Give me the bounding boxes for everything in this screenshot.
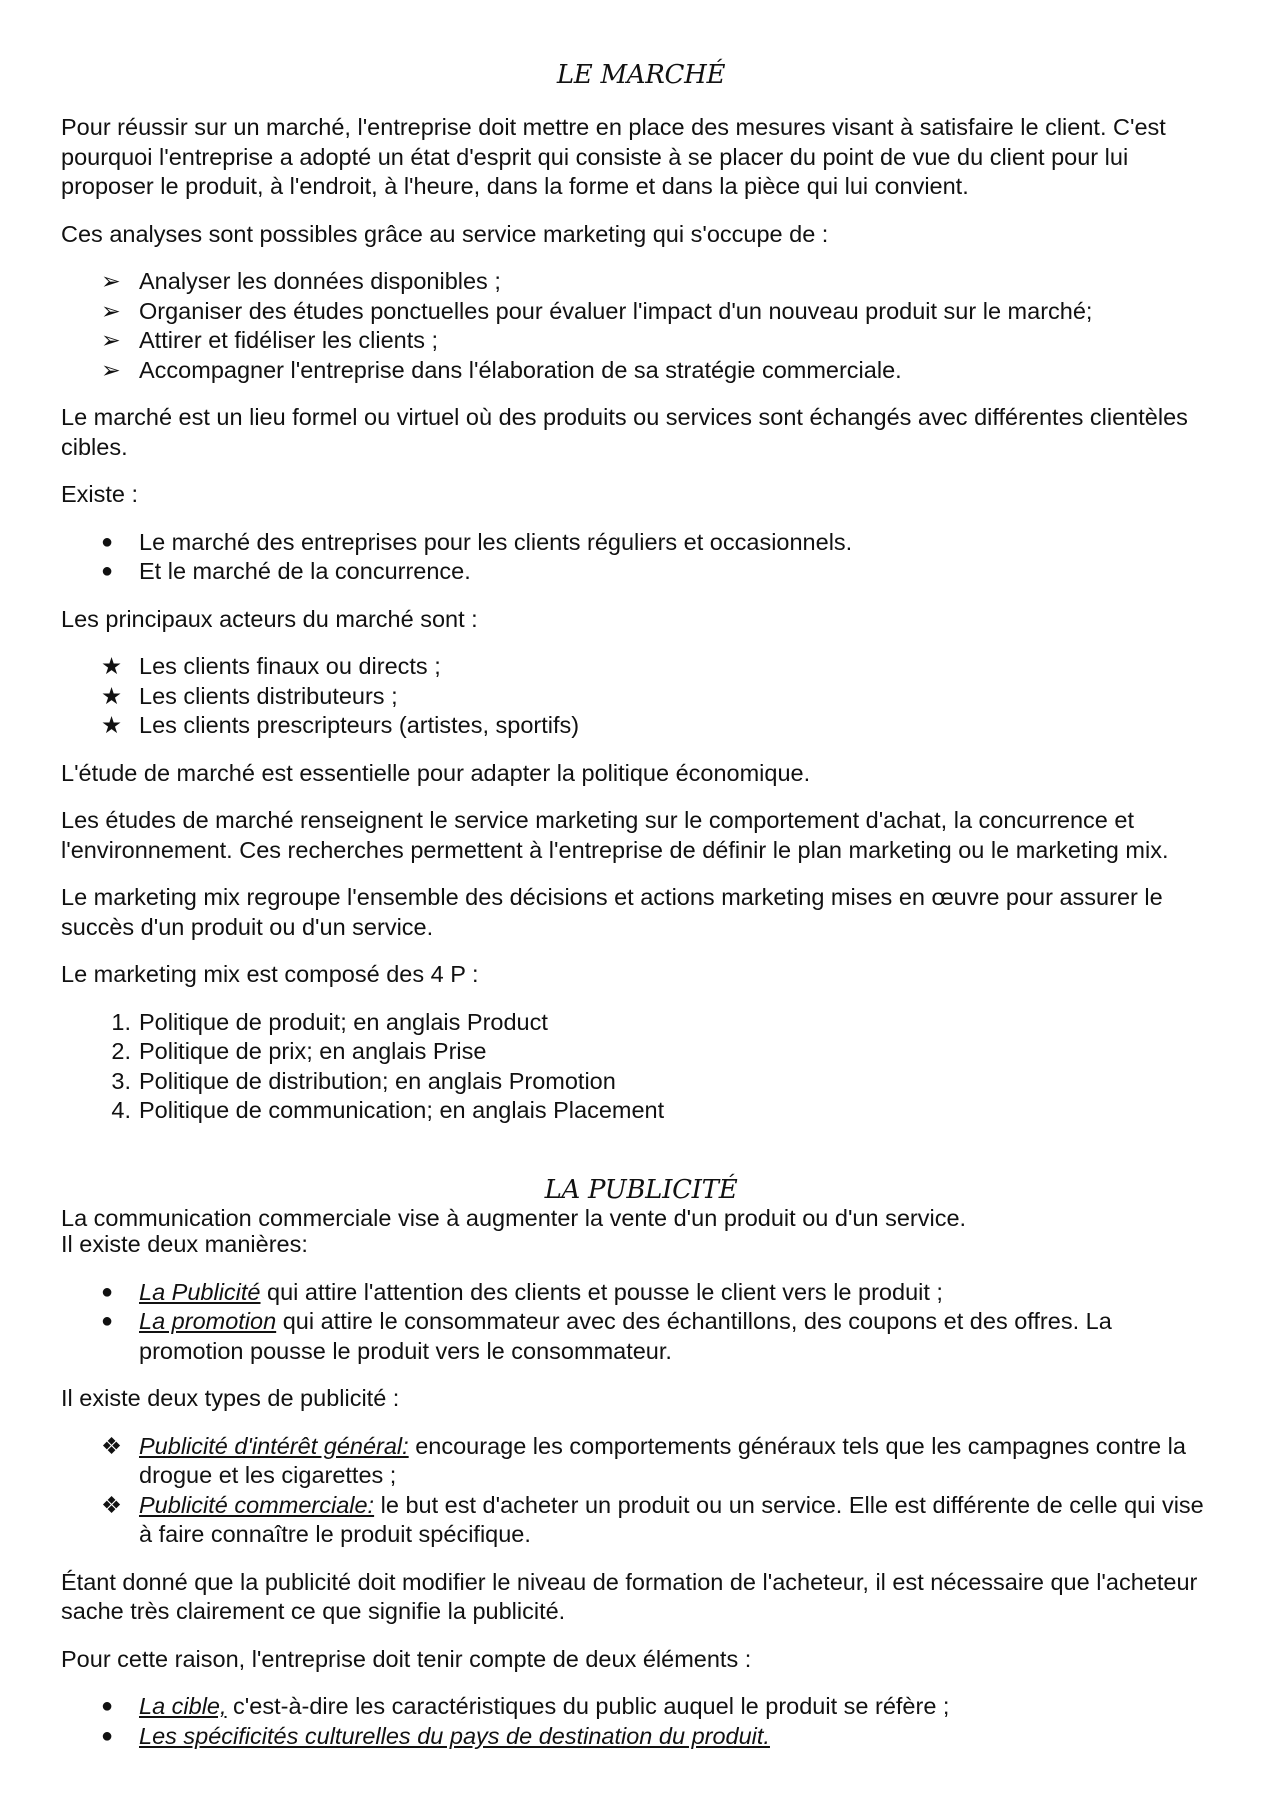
list-item: ➢ Organiser des études ponctuelles pour évaluer l'impact d'un nouveau produit sur le marché; xyxy=(61,297,1221,327)
list-item: ➢ Attirer et fidéliser les clients ; xyxy=(61,326,1221,356)
paragraph: Le marketing mix regroupe l'ensemble des décisions et actions marketing mises en œuvre pour assurer le succès d'un produit ou d'un service. xyxy=(61,884,1163,940)
list-item: ➢ Accompagner l'entreprise dans l'élaboration de sa stratégie commerciale. xyxy=(61,356,1221,386)
bullet-icon: ● xyxy=(101,1280,114,1303)
list-item: ● La promotion qui attire le consommateur avec des échantillons, des coupons et des offres. La promotion pousse le produit vers le consommateur. xyxy=(101,1308,1112,1364)
star-icon: ★ xyxy=(101,712,123,738)
paragraph: Le marketing mix est composé des 4 P : xyxy=(61,961,479,987)
bullet-list-elements xyxy=(61,1692,1221,1751)
arrow-bullet-icon: ➢ xyxy=(101,268,121,294)
paragraph: Les études de marché renseignent le service marketing sur le comportement d'achat, la concurrence et l'environnement. Ces recherches permettent à l'entreprise de définir le plan marketing ou le marketing mix. xyxy=(61,807,1169,863)
numbered-list xyxy=(61,1008,1221,1126)
list-item: ➢ Analyser les données disponibles ; xyxy=(61,267,1221,297)
list-item: 1. Politique de produit; en anglais Product xyxy=(61,1008,1221,1038)
section-title-publicite: LA PUBLICITÉ xyxy=(544,1174,738,1205)
list-number: 3. xyxy=(111,1067,131,1094)
list-item: ● Les spécificités culturelles du pays de destination du produit. xyxy=(61,1722,1221,1752)
bullet-list xyxy=(61,528,1221,587)
diamond-icon: ❖ xyxy=(101,1432,123,1459)
arrow-list xyxy=(61,267,1221,385)
list-item: ★ Les clients distributeurs ; xyxy=(61,682,1221,712)
paragraph: L'étude de marché est essentielle pour adapter la politique économique. xyxy=(61,759,811,786)
paragraph: Le marché est un lieu formel ou virtuel où des produits ou services sont échangés avec différentes clientèles cibles. xyxy=(61,404,1188,460)
paragraph: Il existe deux types de publicité : xyxy=(61,1385,400,1411)
list-item: ★ Les clients prescripteurs (artistes, sportifs) xyxy=(61,711,1221,741)
paragraph: Étant donné que la publicité doit modifier le niveau de formation de l'acheteur, il est nécessaire que l'acheteur sache très clairement ce que signifie la publicité. xyxy=(61,1568,1198,1624)
list-item: 4. Politique de communication; en anglais Placement xyxy=(61,1096,1221,1126)
paragraph: Les principaux acteurs du marché sont : xyxy=(61,605,478,632)
list-item: ★ Les clients finaux ou directs ; xyxy=(61,652,1221,682)
list-number: 2. xyxy=(111,1038,131,1064)
star-icon: ★ xyxy=(101,682,123,709)
diamond-icon: ❖ xyxy=(101,1491,123,1518)
document-page xyxy=(61,0,1221,1751)
list-item: ● La Publicité qui attire l'attention des clients et pousse le client vers le produit ; xyxy=(61,1278,1221,1308)
list-item: 3. Politique de distribution; en anglais Promotion xyxy=(61,1067,1221,1097)
bullet-icon: ● xyxy=(101,1310,114,1332)
bullet-icon: ● xyxy=(101,560,114,582)
list-item: ❖ Publicité d'intérêt général: encourage les comportements généraux tels que les campagnes contre la drogue et les cigarettes ; xyxy=(101,1432,1186,1488)
bullet-icon: ● xyxy=(101,530,114,553)
arrow-bullet-icon: ➢ xyxy=(101,327,121,353)
bullet-icon: ● xyxy=(101,1724,114,1747)
star-icon: ★ xyxy=(101,653,123,679)
list-item: ● La cible, c'est-à-dire les caractéristiques du public auquel le produit se réfère ; xyxy=(61,1692,1221,1722)
paragraph: Il existe deux manières: xyxy=(61,1230,308,1257)
arrow-bullet-icon: ➢ xyxy=(101,297,121,324)
section-title-marche: LE MARCHÉ xyxy=(556,60,726,90)
list-number: 1. xyxy=(111,1008,131,1035)
star-list xyxy=(61,652,1221,741)
arrow-bullet-icon: ➢ xyxy=(101,356,121,383)
paragraph: Existe : xyxy=(61,481,139,507)
bullet-list-manners xyxy=(61,1278,1221,1367)
paragraph: Ces analyses sont possibles grâce au service marketing qui s'occupe de : xyxy=(61,220,829,247)
list-item: 2. Politique de prix; en anglais Prise xyxy=(61,1037,1221,1067)
list-item: ❖ Publicité commerciale: le but est d'acheter un produit ou un service. Elle est différente de celle qui vise à faire connaître le produit spécifique. xyxy=(101,1491,1204,1547)
list-item: ● Et le marché de la concurrence. xyxy=(61,557,1221,587)
list-number: 4. xyxy=(111,1097,131,1123)
paragraph: Pour réussir sur un marché, l'entreprise doit mettre en place des mesures visant à satisfaire le client. C'est pourquoi l'entreprise a adopté un état d'esprit qui consiste à se placer du point de vue du client pour lui proposer le produit, à l'endroit, à l'heure, dans la forme et dans la pièce qui lui convient. xyxy=(61,114,1166,199)
paragraph: La communication commerciale vise à augmenter la vente d'un produit ou d'un service. xyxy=(61,1204,967,1231)
bullet-icon: ● xyxy=(101,1695,114,1717)
list-item: ● Le marché des entreprises pour les clients réguliers et occasionnels. xyxy=(61,528,1221,558)
diamond-list xyxy=(61,1432,1221,1550)
paragraph: Pour cette raison, l'entreprise doit tenir compte de deux éléments : xyxy=(61,1645,752,1672)
